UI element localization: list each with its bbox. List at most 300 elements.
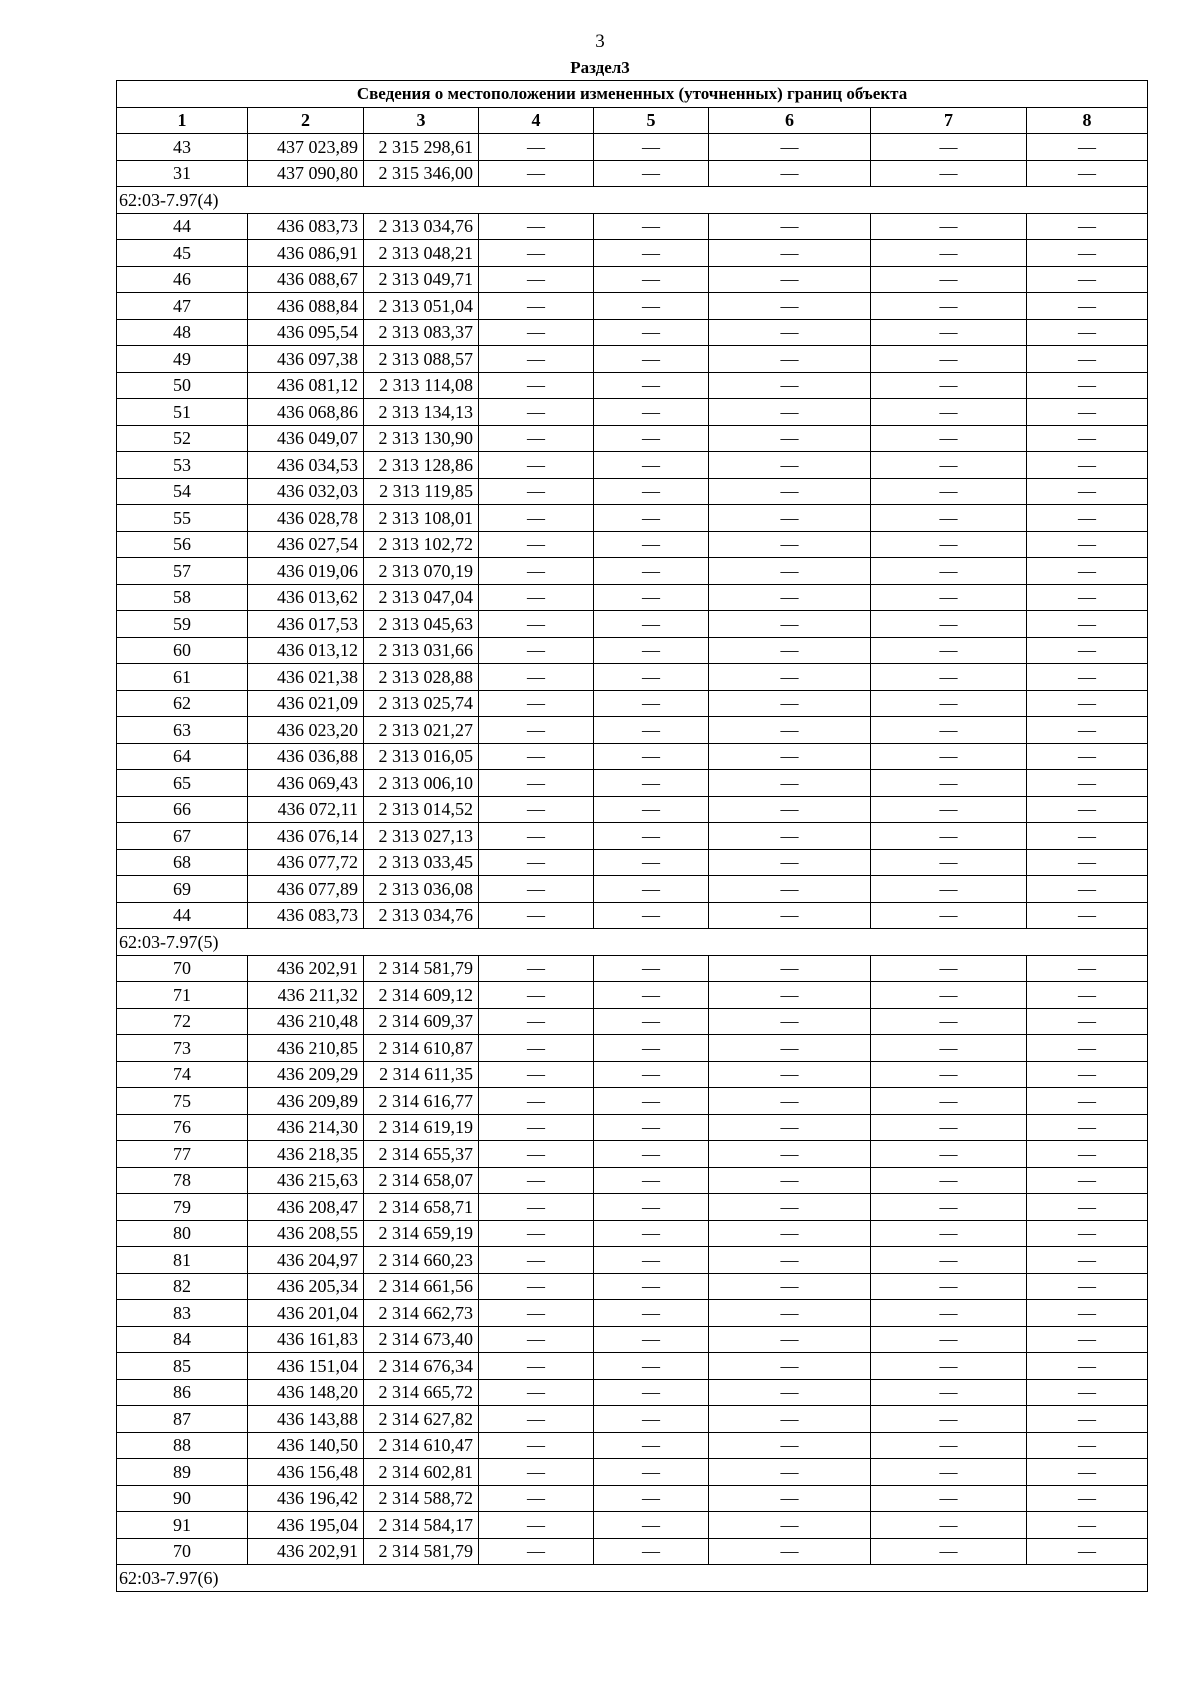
empty-value-cell: — <box>594 319 709 346</box>
empty-value-cell: — <box>479 1406 594 1433</box>
empty-value-cell: — <box>709 1114 871 1141</box>
point-number-cell: 91 <box>117 1512 248 1539</box>
empty-value-cell: — <box>871 1379 1027 1406</box>
x-coordinate-cell: 436 196,42 <box>248 1485 364 1512</box>
y-coordinate-cell: 2 314 616,77 <box>364 1088 479 1115</box>
point-number-cell: 88 <box>117 1432 248 1459</box>
empty-value-cell: — <box>479 452 594 479</box>
y-coordinate-cell: 2 314 609,37 <box>364 1008 479 1035</box>
empty-value-cell: — <box>709 664 871 691</box>
empty-value-cell: — <box>479 1088 594 1115</box>
empty-value-cell: — <box>479 1432 594 1459</box>
y-coordinate-cell: 2 314 610,87 <box>364 1035 479 1062</box>
empty-value-cell: — <box>594 796 709 823</box>
empty-value-cell: — <box>1027 1379 1148 1406</box>
y-coordinate-cell: 2 314 610,47 <box>364 1432 479 1459</box>
column-header: 8 <box>1027 107 1148 134</box>
x-coordinate-cell: 436 076,14 <box>248 823 364 850</box>
empty-value-cell: — <box>594 505 709 532</box>
empty-value-cell: — <box>594 611 709 638</box>
empty-value-cell: — <box>709 293 871 320</box>
empty-value-cell: — <box>594 584 709 611</box>
table-row <box>117 955 1148 982</box>
empty-value-cell: — <box>709 849 871 876</box>
empty-value-cell: — <box>594 1247 709 1274</box>
empty-value-cell: — <box>709 452 871 479</box>
table-row <box>117 823 1148 850</box>
empty-value-cell: — <box>709 319 871 346</box>
point-number-cell: 60 <box>117 637 248 664</box>
column-header: 1 <box>117 107 248 134</box>
empty-value-cell: — <box>709 372 871 399</box>
y-coordinate-cell: 2 314 609,12 <box>364 982 479 1009</box>
empty-value-cell: — <box>709 266 871 293</box>
point-number-cell: 76 <box>117 1114 248 1141</box>
table-row <box>117 134 1148 161</box>
x-coordinate-cell: 436 077,72 <box>248 849 364 876</box>
empty-value-cell: — <box>479 770 594 797</box>
x-coordinate-cell: 436 161,83 <box>248 1326 364 1353</box>
empty-value-cell: — <box>871 770 1027 797</box>
empty-value-cell: — <box>871 664 1027 691</box>
empty-value-cell: — <box>1027 717 1148 744</box>
empty-value-cell: — <box>1027 1247 1148 1274</box>
y-coordinate-cell: 2 314 627,82 <box>364 1406 479 1433</box>
table-row <box>117 902 1148 929</box>
table-row <box>117 1326 1148 1353</box>
empty-value-cell: — <box>594 690 709 717</box>
empty-value-cell: — <box>709 558 871 585</box>
empty-value-cell: — <box>871 478 1027 505</box>
point-number-cell: 51 <box>117 399 248 426</box>
empty-value-cell: — <box>871 1300 1027 1327</box>
empty-value-cell: — <box>479 717 594 744</box>
empty-value-cell: — <box>871 372 1027 399</box>
empty-value-cell: — <box>871 531 1027 558</box>
empty-value-cell: — <box>871 849 1027 876</box>
empty-value-cell: — <box>871 1167 1027 1194</box>
empty-value-cell: — <box>479 637 594 664</box>
column-header: 5 <box>594 107 709 134</box>
x-coordinate-cell: 436 151,04 <box>248 1353 364 1380</box>
empty-value-cell: — <box>594 1008 709 1035</box>
empty-value-cell: — <box>1027 452 1148 479</box>
empty-value-cell: — <box>709 717 871 744</box>
empty-value-cell: — <box>1027 478 1148 505</box>
empty-value-cell: — <box>1027 584 1148 611</box>
empty-value-cell: — <box>1027 637 1148 664</box>
empty-value-cell: — <box>594 1114 709 1141</box>
y-coordinate-cell: 2 313 036,08 <box>364 876 479 903</box>
x-coordinate-cell: 436 068,86 <box>248 399 364 426</box>
y-coordinate-cell: 2 314 659,19 <box>364 1220 479 1247</box>
y-coordinate-cell: 2 313 049,71 <box>364 266 479 293</box>
empty-value-cell: — <box>479 611 594 638</box>
empty-value-cell: — <box>871 425 1027 452</box>
x-coordinate-cell: 436 209,29 <box>248 1061 364 1088</box>
empty-value-cell: — <box>871 1141 1027 1168</box>
table-row <box>117 1088 1148 1115</box>
point-number-cell: 70 <box>117 1538 248 1565</box>
point-number-cell: 86 <box>117 1379 248 1406</box>
empty-value-cell: — <box>1027 664 1148 691</box>
empty-value-cell: — <box>1027 1061 1148 1088</box>
empty-value-cell: — <box>1027 346 1148 373</box>
empty-value-cell: — <box>709 637 871 664</box>
table-row <box>117 1406 1148 1433</box>
table-row <box>117 531 1148 558</box>
empty-value-cell: — <box>1027 1167 1148 1194</box>
x-coordinate-cell: 436 077,89 <box>248 876 364 903</box>
table-row <box>117 1141 1148 1168</box>
empty-value-cell: — <box>709 1167 871 1194</box>
table-row <box>117 717 1148 744</box>
point-number-cell: 62 <box>117 690 248 717</box>
empty-value-cell: — <box>1027 266 1148 293</box>
point-number-cell: 79 <box>117 1194 248 1221</box>
page-number: 3 <box>595 31 605 52</box>
table-title-row <box>117 81 1148 108</box>
empty-value-cell: — <box>479 319 594 346</box>
x-coordinate-cell: 436 083,73 <box>248 213 364 240</box>
empty-value-cell: — <box>1027 1459 1148 1486</box>
point-number-cell: 47 <box>117 293 248 320</box>
empty-value-cell: — <box>594 717 709 744</box>
empty-value-cell: — <box>594 1406 709 1433</box>
table-row <box>117 1008 1148 1035</box>
empty-value-cell: — <box>479 1512 594 1539</box>
x-coordinate-cell: 436 205,34 <box>248 1273 364 1300</box>
column-header: 7 <box>871 107 1027 134</box>
table-row <box>117 505 1148 532</box>
empty-value-cell: — <box>479 1459 594 1486</box>
y-coordinate-cell: 2 313 108,01 <box>364 505 479 532</box>
empty-value-cell: — <box>709 982 871 1009</box>
empty-value-cell: — <box>594 664 709 691</box>
table-row <box>117 664 1148 691</box>
empty-value-cell: — <box>709 134 871 161</box>
empty-value-cell: — <box>594 1061 709 1088</box>
empty-value-cell: — <box>871 1512 1027 1539</box>
empty-value-cell: — <box>1027 213 1148 240</box>
point-number-cell: 44 <box>117 902 248 929</box>
empty-value-cell: — <box>594 399 709 426</box>
y-coordinate-cell: 2 313 034,76 <box>364 902 479 929</box>
column-header-row <box>117 107 1148 134</box>
empty-value-cell: — <box>1027 372 1148 399</box>
y-coordinate-cell: 2 313 130,90 <box>364 425 479 452</box>
empty-value-cell: — <box>594 955 709 982</box>
table-row <box>117 1459 1148 1486</box>
table-row <box>117 319 1148 346</box>
empty-value-cell: — <box>594 1326 709 1353</box>
table-row <box>117 876 1148 903</box>
point-number-cell: 50 <box>117 372 248 399</box>
table-row <box>117 213 1148 240</box>
empty-value-cell: — <box>871 584 1027 611</box>
empty-value-cell: — <box>594 770 709 797</box>
empty-value-cell: — <box>594 1141 709 1168</box>
empty-value-cell: — <box>479 1273 594 1300</box>
y-coordinate-cell: 2 313 027,13 <box>364 823 479 850</box>
empty-value-cell: — <box>479 1035 594 1062</box>
x-coordinate-cell: 436 013,12 <box>248 637 364 664</box>
empty-value-cell: — <box>871 1459 1027 1486</box>
x-coordinate-cell: 436 095,54 <box>248 319 364 346</box>
y-coordinate-cell: 2 314 665,72 <box>364 1379 479 1406</box>
empty-value-cell: — <box>1027 558 1148 585</box>
point-number-cell: 82 <box>117 1273 248 1300</box>
empty-value-cell: — <box>479 1353 594 1380</box>
y-coordinate-cell: 2 314 660,23 <box>364 1247 479 1274</box>
table-row <box>117 1247 1148 1274</box>
empty-value-cell: — <box>709 1326 871 1353</box>
point-number-cell: 72 <box>117 1008 248 1035</box>
point-number-cell: 75 <box>117 1088 248 1115</box>
point-number-cell: 77 <box>117 1141 248 1168</box>
empty-value-cell: — <box>709 1353 871 1380</box>
empty-value-cell: — <box>1027 240 1148 267</box>
empty-value-cell: — <box>871 1485 1027 1512</box>
empty-value-cell: — <box>594 1432 709 1459</box>
empty-value-cell: — <box>594 240 709 267</box>
table-row <box>117 1273 1148 1300</box>
y-coordinate-cell: 2 314 662,73 <box>364 1300 479 1327</box>
empty-value-cell: — <box>709 1061 871 1088</box>
group-label: 62:03-7.97(4) <box>117 187 1148 214</box>
empty-value-cell: — <box>594 1194 709 1221</box>
point-number-cell: 53 <box>117 452 248 479</box>
empty-value-cell: — <box>871 796 1027 823</box>
empty-value-cell: — <box>871 266 1027 293</box>
table-row <box>117 637 1148 664</box>
empty-value-cell: — <box>479 240 594 267</box>
table-row <box>117 1300 1148 1327</box>
table-row <box>117 160 1148 187</box>
point-number-cell: 87 <box>117 1406 248 1433</box>
empty-value-cell: — <box>871 1194 1027 1221</box>
x-coordinate-cell: 436 027,54 <box>248 531 364 558</box>
empty-value-cell: — <box>479 876 594 903</box>
empty-value-cell: — <box>709 1512 871 1539</box>
empty-value-cell: — <box>871 240 1027 267</box>
empty-value-cell: — <box>871 876 1027 903</box>
empty-value-cell: — <box>871 982 1027 1009</box>
empty-value-cell: — <box>709 690 871 717</box>
y-coordinate-cell: 2 313 083,37 <box>364 319 479 346</box>
empty-value-cell: — <box>1027 319 1148 346</box>
empty-value-cell: — <box>1027 611 1148 638</box>
empty-value-cell: — <box>479 823 594 850</box>
empty-value-cell: — <box>594 1538 709 1565</box>
x-coordinate-cell: 436 143,88 <box>248 1406 364 1433</box>
empty-value-cell: — <box>594 452 709 479</box>
column-header: 4 <box>479 107 594 134</box>
empty-value-cell: — <box>479 558 594 585</box>
group-label: 62:03-7.97(6) <box>117 1565 1148 1592</box>
x-coordinate-cell: 436 210,48 <box>248 1008 364 1035</box>
empty-value-cell: — <box>594 876 709 903</box>
empty-value-cell: — <box>1027 955 1148 982</box>
empty-value-cell: — <box>1027 1512 1148 1539</box>
x-coordinate-cell: 436 210,85 <box>248 1035 364 1062</box>
empty-value-cell: — <box>709 478 871 505</box>
point-number-cell: 43 <box>117 134 248 161</box>
point-number-cell: 65 <box>117 770 248 797</box>
empty-value-cell: — <box>1027 1300 1148 1327</box>
empty-value-cell: — <box>1027 1538 1148 1565</box>
point-number-cell: 55 <box>117 505 248 532</box>
empty-value-cell: — <box>709 611 871 638</box>
y-coordinate-cell: 2 314 676,34 <box>364 1353 479 1380</box>
table-row <box>117 266 1148 293</box>
y-coordinate-cell: 2 313 119,85 <box>364 478 479 505</box>
table-row <box>117 770 1148 797</box>
empty-value-cell: — <box>594 1379 709 1406</box>
y-coordinate-cell: 2 313 016,05 <box>364 743 479 770</box>
x-coordinate-cell: 436 013,62 <box>248 584 364 611</box>
empty-value-cell: — <box>709 1300 871 1327</box>
column-header: 6 <box>709 107 871 134</box>
y-coordinate-cell: 2 314 581,79 <box>364 1538 479 1565</box>
x-coordinate-cell: 436 201,04 <box>248 1300 364 1327</box>
empty-value-cell: — <box>594 372 709 399</box>
empty-value-cell: — <box>594 1353 709 1380</box>
point-number-cell: 70 <box>117 955 248 982</box>
empty-value-cell: — <box>709 1379 871 1406</box>
y-coordinate-cell: 2 313 048,21 <box>364 240 479 267</box>
empty-value-cell: — <box>1027 690 1148 717</box>
y-coordinate-cell: 2 314 588,72 <box>364 1485 479 1512</box>
empty-value-cell: — <box>709 1035 871 1062</box>
x-coordinate-cell: 436 211,32 <box>248 982 364 1009</box>
empty-value-cell: — <box>709 1485 871 1512</box>
empty-value-cell: — <box>1027 743 1148 770</box>
table-row <box>117 584 1148 611</box>
table-row <box>117 346 1148 373</box>
empty-value-cell: — <box>594 849 709 876</box>
x-coordinate-cell: 436 049,07 <box>248 425 364 452</box>
empty-value-cell: — <box>479 1220 594 1247</box>
y-coordinate-cell: 2 315 346,00 <box>364 160 479 187</box>
empty-value-cell: — <box>709 425 871 452</box>
table-row <box>117 1379 1148 1406</box>
empty-value-cell: — <box>594 1167 709 1194</box>
empty-value-cell: — <box>709 1141 871 1168</box>
empty-value-cell: — <box>709 743 871 770</box>
empty-value-cell: — <box>871 1008 1027 1035</box>
table-row <box>117 452 1148 479</box>
point-number-cell: 81 <box>117 1247 248 1274</box>
point-number-cell: 31 <box>117 160 248 187</box>
point-number-cell: 90 <box>117 1485 248 1512</box>
point-number-cell: 46 <box>117 266 248 293</box>
empty-value-cell: — <box>1027 1406 1148 1433</box>
point-number-cell: 61 <box>117 664 248 691</box>
table-row <box>117 1061 1148 1088</box>
empty-value-cell: — <box>709 1008 871 1035</box>
point-number-cell: 49 <box>117 346 248 373</box>
empty-value-cell: — <box>871 1035 1027 1062</box>
empty-value-cell: — <box>709 1432 871 1459</box>
empty-value-cell: — <box>479 743 594 770</box>
x-coordinate-cell: 436 148,20 <box>248 1379 364 1406</box>
empty-value-cell: — <box>1027 293 1148 320</box>
empty-value-cell: — <box>871 1406 1027 1433</box>
empty-value-cell: — <box>594 823 709 850</box>
empty-value-cell: — <box>709 399 871 426</box>
group-header-row <box>117 187 1148 214</box>
table-body <box>117 81 1148 1592</box>
x-coordinate-cell: 436 083,73 <box>248 902 364 929</box>
empty-value-cell: — <box>594 558 709 585</box>
point-number-cell: 84 <box>117 1326 248 1353</box>
empty-value-cell: — <box>594 1035 709 1062</box>
y-coordinate-cell: 2 314 584,17 <box>364 1512 479 1539</box>
empty-value-cell: — <box>871 1220 1027 1247</box>
empty-value-cell: — <box>871 505 1027 532</box>
empty-value-cell: — <box>479 1485 594 1512</box>
group-label: 62:03-7.97(5) <box>117 929 1148 956</box>
empty-value-cell: — <box>871 1088 1027 1115</box>
empty-value-cell: — <box>479 1114 594 1141</box>
x-coordinate-cell: 436 140,50 <box>248 1432 364 1459</box>
table-row <box>117 849 1148 876</box>
empty-value-cell: — <box>871 1538 1027 1565</box>
point-number-cell: 57 <box>117 558 248 585</box>
y-coordinate-cell: 2 314 655,37 <box>364 1141 479 1168</box>
y-coordinate-cell: 2 314 581,79 <box>364 955 479 982</box>
empty-value-cell: — <box>1027 876 1148 903</box>
empty-value-cell: — <box>709 902 871 929</box>
x-coordinate-cell: 436 072,11 <box>248 796 364 823</box>
empty-value-cell: — <box>479 1379 594 1406</box>
empty-value-cell: — <box>594 213 709 240</box>
group-header-row <box>117 929 1148 956</box>
table-row <box>117 1538 1148 1565</box>
point-number-cell: 66 <box>117 796 248 823</box>
empty-value-cell: — <box>709 531 871 558</box>
empty-value-cell: — <box>871 637 1027 664</box>
empty-value-cell: — <box>479 1194 594 1221</box>
empty-value-cell: — <box>709 1088 871 1115</box>
y-coordinate-cell: 2 313 034,76 <box>364 213 479 240</box>
empty-value-cell: — <box>479 584 594 611</box>
point-number-cell: 48 <box>117 319 248 346</box>
empty-value-cell: — <box>594 1485 709 1512</box>
empty-value-cell: — <box>594 266 709 293</box>
empty-value-cell: — <box>479 1247 594 1274</box>
x-coordinate-cell: 436 088,67 <box>248 266 364 293</box>
empty-value-cell: — <box>871 611 1027 638</box>
y-coordinate-cell: 2 313 045,63 <box>364 611 479 638</box>
empty-value-cell: — <box>1027 134 1148 161</box>
empty-value-cell: — <box>871 690 1027 717</box>
x-coordinate-cell: 436 208,55 <box>248 1220 364 1247</box>
point-number-cell: 83 <box>117 1300 248 1327</box>
empty-value-cell: — <box>479 796 594 823</box>
empty-value-cell: — <box>1027 1326 1148 1353</box>
x-coordinate-cell: 436 209,89 <box>248 1088 364 1115</box>
empty-value-cell: — <box>594 531 709 558</box>
empty-value-cell: — <box>1027 1114 1148 1141</box>
table-row <box>117 1485 1148 1512</box>
table-row <box>117 478 1148 505</box>
group-header-row <box>117 1565 1148 1592</box>
empty-value-cell: — <box>594 637 709 664</box>
x-coordinate-cell: 436 034,53 <box>248 452 364 479</box>
empty-value-cell: — <box>709 770 871 797</box>
